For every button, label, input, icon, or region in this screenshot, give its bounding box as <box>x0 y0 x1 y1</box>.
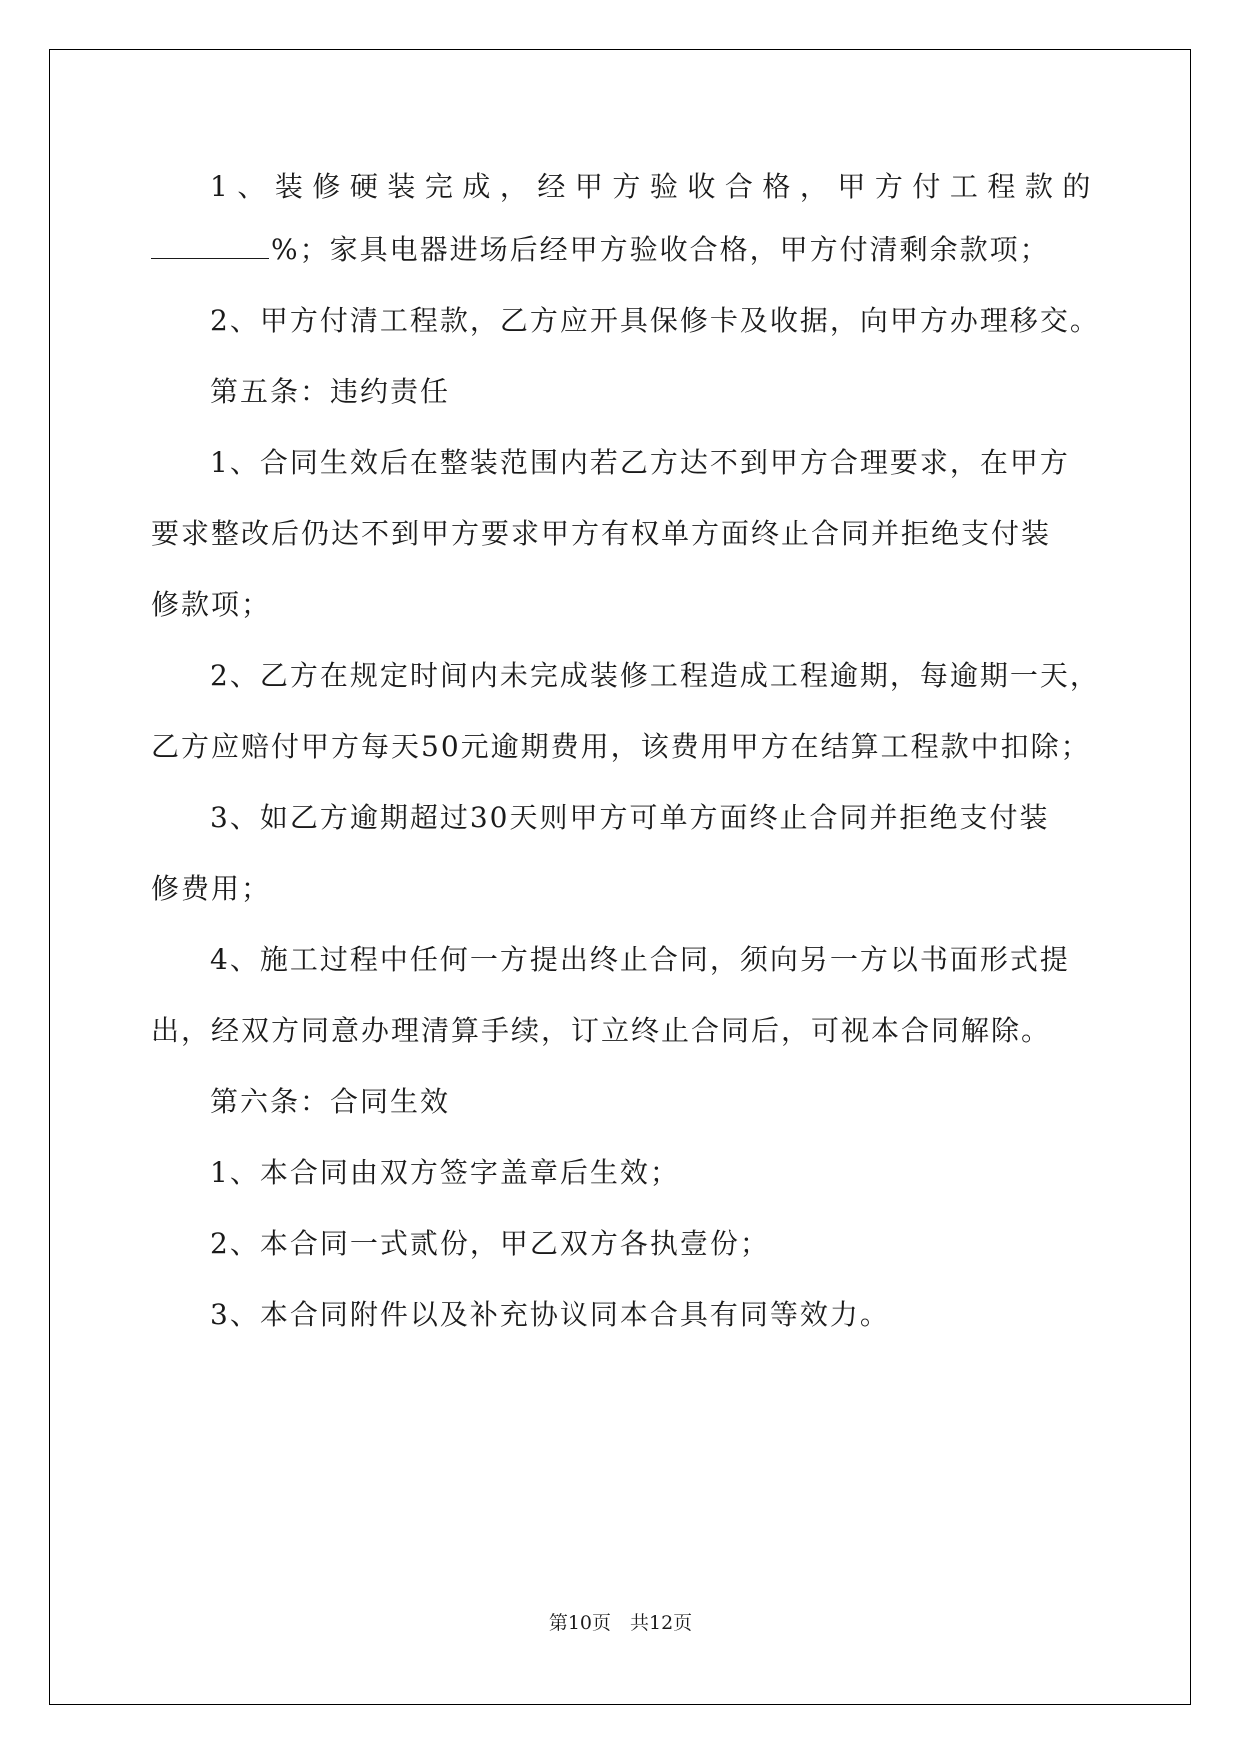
section-heading-article-5: 第五条：违约责任 <box>210 375 451 408</box>
clause-4-item-2: 2、甲方付清工程款，乙方应开具保修卡及收据，向甲方办理移交。 <box>210 304 1100 337</box>
clause-5-item-4-line-1: 4、施工过程中任何一方提出终止合同，须向另一方以书面形式提 <box>210 943 1070 976</box>
clause-5-item-4-line-2: 出，经双方同意办理清算手续，订立终止合同后，可视本合同解除。 <box>151 1014 1052 1047</box>
clause-6-item-1: 1、本合同由双方签字盖章后生效； <box>210 1156 680 1189</box>
clause-4-item-1-line-2-text: %；家具电器进场后经甲方验收合格，甲方付清剩余款项； <box>271 233 1050 266</box>
clause-4-item-1-line-2 <box>151 230 1050 270</box>
clause-5-item-1-line-3: 修款项； <box>151 588 272 621</box>
clause-5-item-2-line-1: 2、乙方在规定时间内未完成装修工程造成工程逾期，每逾期一天， <box>210 659 1100 692</box>
page-number-footer: 第10页 共12页 <box>548 1612 693 1634</box>
fill-in-blank <box>151 232 269 259</box>
clause-5-item-1-line-1: 1、合同生效后在整装范围内若乙方达不到甲方合理要求，在甲方 <box>210 446 1070 479</box>
clause-5-item-3-line-2: 修费用； <box>151 872 272 905</box>
clause-6-item-2: 2、本合同一式贰份，甲乙双方各执壹份； <box>210 1227 770 1260</box>
clause-5-item-3-line-1: 3、如乙方逾期超过30天则甲方可单方面终止合同并拒绝支付装 <box>210 801 1050 834</box>
clause-4-item-1-line-1: 1、装修硬装完成，经甲方验收合格，甲方付工程款的 <box>210 170 1100 203</box>
section-heading-article-6: 第六条：合同生效 <box>210 1085 451 1118</box>
clause-6-item-3: 3、本合同附件以及补充协议同本合具有同等效力。 <box>210 1298 890 1331</box>
clause-5-item-1-line-2: 要求整改后仍达不到甲方要求甲方有权单方面终止合同并拒绝支付装 <box>151 517 1052 550</box>
clause-5-item-2-line-2: 乙方应赔付甲方每天50元逾期费用，该费用甲方在结算工程款中扣除； <box>151 730 1091 763</box>
